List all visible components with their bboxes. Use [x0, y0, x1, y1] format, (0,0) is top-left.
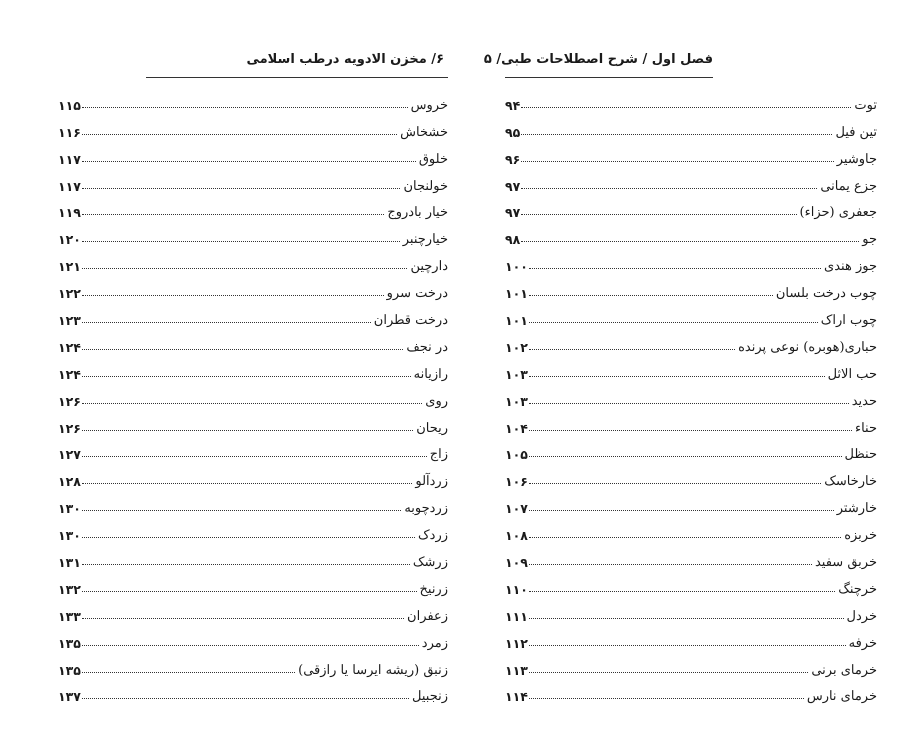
index-entry — [58, 382, 448, 409]
entry-term: رازیانه — [413, 366, 448, 382]
entry-page-number: ۱۲۰ — [58, 232, 81, 248]
dot-leader — [529, 321, 818, 323]
dot-leader — [529, 402, 849, 404]
entry-page-number: ۱۰۴ — [505, 420, 528, 436]
entry-page-number: ۱۳۷ — [58, 689, 81, 705]
dot-leader — [529, 509, 834, 511]
dot-leader — [529, 697, 804, 699]
entry-term: حب الاثل — [827, 366, 877, 382]
entry-term: خرفه — [848, 635, 877, 651]
dot-leader — [82, 590, 417, 592]
index-entry — [58, 543, 448, 570]
index-entry — [58, 355, 448, 382]
entry-page-number: ۱۱۹ — [58, 205, 81, 221]
entry-page-number: ۱۰۱ — [505, 313, 528, 329]
entry-page-number: ۱۰۷ — [505, 501, 528, 517]
index-entry — [505, 489, 877, 516]
entry-term: دارچین — [410, 259, 448, 275]
index-entry — [505, 220, 877, 247]
index-entry — [58, 167, 448, 194]
entry-term: تین فیل — [835, 124, 877, 140]
dot-leader — [82, 482, 412, 484]
index-entry — [58, 624, 448, 651]
entry-page-number: ۱۳۵ — [58, 635, 81, 651]
entry-term: حناء — [854, 420, 877, 436]
entry-term: خرمای برنی — [811, 662, 877, 678]
entry-term: خربق سفید — [814, 555, 877, 571]
dot-leader — [82, 267, 408, 269]
index-entry — [505, 678, 877, 705]
entry-page-number: ۱۰۸ — [505, 528, 528, 544]
page-header-text: فصل اول / شرح اصطلاحات طبی/ ۵ — [483, 52, 713, 67]
dot-leader — [82, 563, 410, 565]
entry-page-number: ۱۱۴ — [505, 689, 528, 705]
entry-page-number: ۱۱۰ — [505, 581, 528, 597]
entry-term: حباری(هوبره) نوعی پرنده — [738, 339, 877, 355]
entry-page-number: ۱۱۷ — [58, 151, 81, 167]
entry-term: زرشک — [412, 555, 448, 571]
entry-page-number: ۱۲۸ — [58, 474, 81, 490]
entry-term: حنظل — [844, 447, 877, 463]
entry-term: خرچنگ — [838, 581, 877, 597]
entry-term: زردچوبه — [404, 501, 448, 517]
entry-term: خارخاسک — [824, 474, 877, 490]
entry-page-number: ۱۳۰ — [58, 501, 81, 517]
dot-leader — [82, 375, 411, 377]
left-page — [58, 0, 448, 731]
page-header — [146, 52, 448, 78]
dot-leader — [82, 160, 416, 162]
entry-page-number: ۱۳۵ — [58, 662, 81, 678]
entry-term: ریحان — [416, 420, 448, 436]
index-entry — [58, 328, 448, 355]
index-entry — [505, 140, 877, 167]
entry-page-number: ۱۳۲ — [58, 581, 81, 597]
entry-term: روی — [425, 393, 448, 409]
entry-term: جو — [862, 232, 877, 248]
index-entry — [505, 597, 877, 624]
index-entry — [58, 489, 448, 516]
entry-term: خروس — [410, 97, 448, 113]
entry-page-number: ۱۰۱ — [505, 286, 528, 302]
dot-leader — [529, 617, 844, 619]
entry-page-number: ۱۰۳ — [505, 393, 528, 409]
entry-page-number: ۱۰۵ — [505, 447, 528, 463]
entry-page-number: ۹۴ — [505, 97, 521, 113]
entry-term: خارشتر — [836, 501, 877, 517]
index-entry — [505, 113, 877, 140]
entry-term: جوز هندی — [824, 259, 877, 275]
dot-leader — [82, 106, 408, 108]
entry-page-number: ۱۱۵ — [58, 97, 81, 113]
entry-term: خیارچنبر — [402, 232, 448, 248]
index-entry — [58, 409, 448, 436]
entry-page-number: ۱۲۱ — [58, 259, 81, 275]
index-entry — [505, 436, 877, 463]
index-entry — [58, 462, 448, 489]
entry-page-number: ۱۲۶ — [58, 393, 81, 409]
dot-leader — [521, 187, 817, 189]
index-entry — [505, 624, 877, 651]
index-entry — [58, 194, 448, 221]
entry-term: زردآلو — [415, 474, 448, 490]
dot-leader — [82, 240, 400, 242]
dot-leader — [529, 267, 821, 269]
entry-term: جزع یمانی — [820, 178, 877, 194]
dot-leader — [529, 375, 825, 377]
entry-page-number: ۱۲۳ — [58, 313, 81, 329]
entry-term: خولنجان — [403, 178, 448, 194]
index-entry — [58, 113, 448, 140]
entry-term: در نجف — [406, 339, 448, 355]
dot-leader — [529, 644, 846, 646]
dot-leader — [529, 482, 821, 484]
index-entry — [58, 516, 448, 543]
dot-leader — [529, 590, 835, 592]
entry-term: جاوشیر — [836, 151, 877, 167]
dot-leader — [82, 402, 422, 404]
entry-page-number: ۱۲۴ — [58, 339, 81, 355]
entry-term: خرمای نارس — [806, 689, 877, 705]
index-entry — [505, 543, 877, 570]
entry-term: زعفران — [407, 608, 448, 624]
entry-term: خیار بادروج — [387, 205, 448, 221]
entry-page-number: ۱۳۱ — [58, 555, 81, 571]
entry-page-number: ۱۳۰ — [58, 528, 81, 544]
index-entry — [58, 140, 448, 167]
index-list — [58, 86, 448, 704]
index-entry — [58, 597, 448, 624]
index-entry — [505, 247, 877, 274]
page-header — [483, 52, 713, 78]
dot-leader — [82, 133, 397, 135]
dot-leader — [529, 536, 841, 538]
index-entry — [505, 409, 877, 436]
entry-term: خربزه — [844, 528, 877, 544]
right-page — [483, 0, 877, 731]
index-entry — [505, 86, 877, 113]
entry-page-number: ۹۶ — [505, 151, 521, 167]
index-entry — [505, 167, 877, 194]
entry-page-number: ۱۲۶ — [58, 420, 81, 436]
dot-leader — [82, 536, 415, 538]
dot-leader — [521, 133, 832, 135]
entry-term: زاج — [429, 447, 448, 463]
page-header-text: ۶/ مخزن الادویه درطب اسلامی — [246, 52, 444, 67]
entry-term: خشخاش — [400, 124, 448, 140]
entry-page-number: ۹۸ — [505, 232, 521, 248]
entry-term: توت — [854, 97, 877, 113]
entry-page-number: ۱۰۲ — [505, 339, 528, 355]
entry-page-number: ۱۱۶ — [58, 124, 81, 140]
entry-term: چوب درخت بلسان — [775, 286, 877, 302]
dot-leader — [82, 294, 384, 296]
index-entry — [505, 328, 877, 355]
dot-leader — [82, 213, 384, 215]
dot-leader — [521, 213, 796, 215]
index-entry — [58, 86, 448, 113]
dot-leader — [529, 429, 852, 431]
entry-page-number: ۹۷ — [505, 178, 521, 194]
entry-term: زرنیخ — [419, 581, 448, 597]
dot-leader — [521, 240, 859, 242]
dot-leader — [529, 563, 812, 565]
dot-leader — [82, 321, 371, 323]
entry-page-number: ۱۲۲ — [58, 286, 81, 302]
entry-term: جعفری (حزاء) — [799, 205, 877, 221]
dot-leader — [82, 671, 295, 673]
dot-leader — [82, 348, 403, 350]
index-entry — [58, 436, 448, 463]
dot-leader — [521, 106, 851, 108]
dot-leader — [82, 187, 401, 189]
entry-page-number: ۱۱۳ — [505, 662, 528, 678]
index-entry — [58, 651, 448, 678]
index-entry — [505, 274, 877, 301]
index-entry — [505, 301, 877, 328]
entry-page-number: ۱۲۷ — [58, 447, 81, 463]
index-entry — [505, 355, 877, 382]
dot-leader — [521, 160, 833, 162]
entry-page-number: ۹۷ — [505, 205, 521, 221]
dot-leader — [82, 617, 404, 619]
entry-page-number: ۱۰۹ — [505, 555, 528, 571]
index-entry — [58, 274, 448, 301]
entry-term: درخت قطران — [373, 313, 448, 329]
index-entry — [505, 462, 877, 489]
entry-term: چوب اراک — [820, 313, 877, 329]
index-list — [505, 86, 877, 704]
dot-leader — [82, 697, 409, 699]
entry-term: خردل — [846, 608, 877, 624]
index-entry — [58, 570, 448, 597]
entry-term: حدید — [851, 393, 877, 409]
dot-leader — [82, 509, 401, 511]
dot-leader — [529, 294, 773, 296]
entry-page-number: ۱۱۱ — [505, 608, 528, 624]
dot-leader — [529, 671, 808, 673]
dot-leader — [82, 429, 413, 431]
entry-page-number: ۱۰۶ — [505, 474, 528, 490]
entry-term: زمرد — [421, 635, 448, 651]
dot-leader — [529, 348, 735, 350]
entry-term: درخت سرو — [386, 286, 448, 302]
entry-page-number: ۱۱۲ — [505, 635, 528, 651]
entry-term: زنجبیل — [412, 689, 448, 705]
index-entry — [505, 516, 877, 543]
dot-leader — [529, 455, 842, 457]
index-entry — [505, 651, 877, 678]
entry-page-number: ۹۵ — [505, 124, 521, 140]
index-entry — [505, 194, 877, 221]
index-entry — [58, 220, 448, 247]
entry-page-number: ۱۲۴ — [58, 366, 81, 382]
entry-term: زنبق (ریشه ایرسا یا رازقی) — [298, 662, 448, 678]
entry-term: خلوق — [418, 151, 448, 167]
entry-term: زردک — [418, 528, 448, 544]
index-entry — [505, 382, 877, 409]
index-entry — [58, 678, 448, 705]
dot-leader — [82, 644, 419, 646]
index-entry — [58, 247, 448, 274]
index-entry — [505, 570, 877, 597]
entry-page-number: ۱۰۳ — [505, 366, 528, 382]
entry-page-number: ۱۰۰ — [505, 259, 528, 275]
index-entry — [58, 301, 448, 328]
entry-page-number: ۱۱۷ — [58, 178, 81, 194]
entry-page-number: ۱۳۳ — [58, 608, 81, 624]
dot-leader — [82, 455, 427, 457]
